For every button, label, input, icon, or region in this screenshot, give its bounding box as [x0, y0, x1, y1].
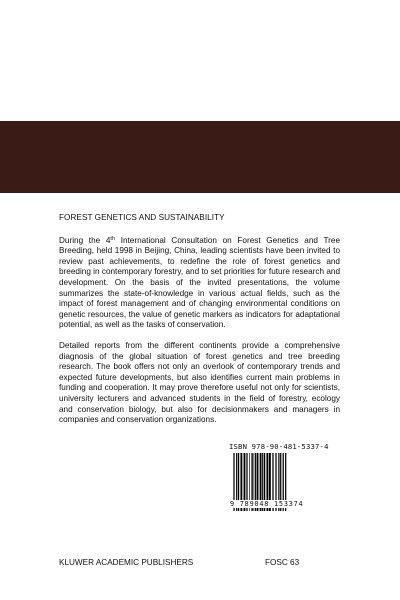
barcode-block	[229, 442, 340, 510]
description-paragraph-1	[59, 236, 340, 331]
para1-start: During the 4	[59, 235, 111, 245]
para1-rest: International Consultation on Forest Genetics and Tree Breeding, held 1998 in Beijing, China, leading scientists have been invited to review past achievements, to redefine the role of forest genetics and breeding in contemporary forestry, and to set priorities for future research and development. On the basis of the invited presentations, the volume summarizes the state-of-knowledge in various actual fields, such as the impact of forest management and of changing environmental conditions on genetic resources, the value of genetic markers as indicators for adaptational potential, as well as the tasks of conservation.	[59, 235, 340, 330]
barcode-digits: 9 789048 153374	[230, 500, 304, 508]
isbn-number: ISBN 978-90-481-5337-4	[229, 442, 329, 451]
back-cover-text	[59, 213, 340, 436]
ordinal-suffix: th	[110, 235, 116, 242]
color-band	[0, 121, 400, 193]
publisher-name: KLUWER ACADEMIC PUBLISHERS	[59, 558, 194, 567]
series-code: FOSC 63	[265, 558, 300, 567]
description-paragraph-2: Detailed reports from the different continents provide a comprehensive diagnosis of the global situation of forest genetics and tree breeding research. The book offers not only an overlook of contemporary trends and expected future developments, but also identifies current main problems in funding and cooperation. It may prove therefore useful not only for scientists, university lecturers and advanced students in the field of forestry, ecology and conservation biology, but also for decisionmakers and managers in companies and conservation organizations.	[59, 340, 340, 425]
book-title: FOREST GENETICS AND SUSTAINABILITY	[59, 213, 225, 222]
